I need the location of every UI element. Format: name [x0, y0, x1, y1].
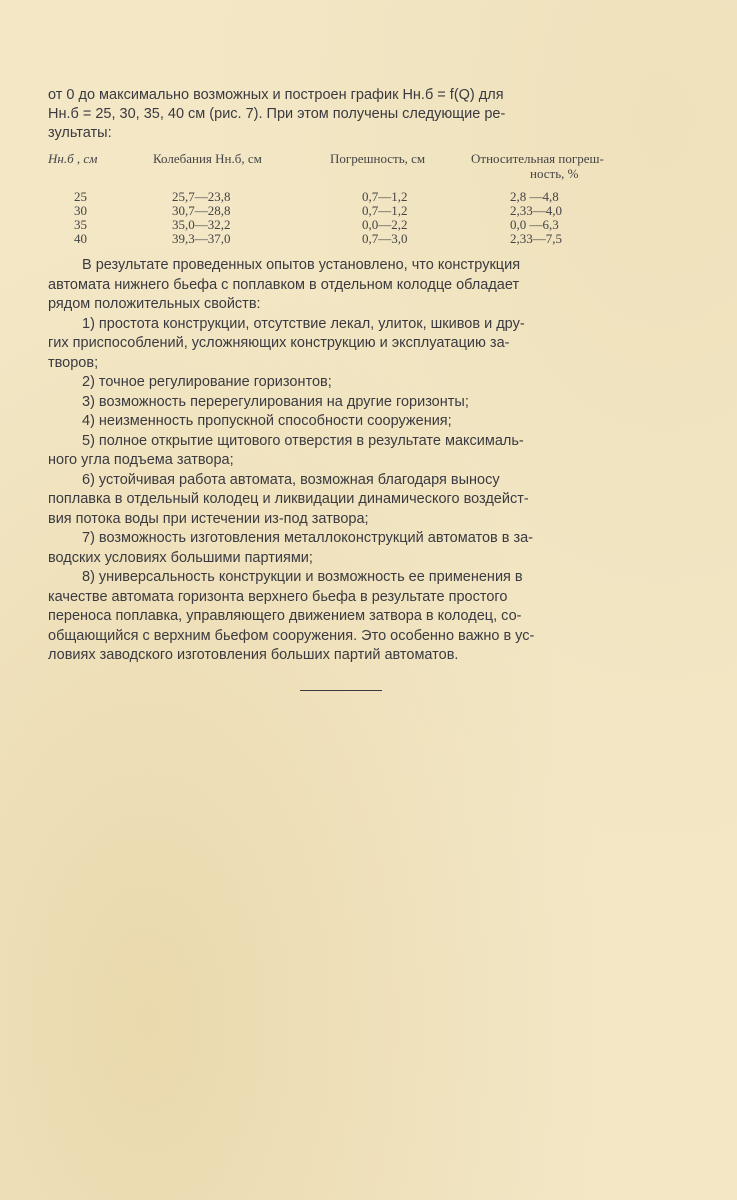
text-line: ловиях заводского изготовления больших партий автоматов.: [48, 647, 459, 663]
table-cell: 0,0 —6,3: [510, 217, 559, 232]
text-line: гих приспособлений, усложняющих конструкцию и эксплуатацию за-: [48, 335, 510, 351]
table-cell: 30: [74, 203, 87, 218]
intro-line-2: Hн.б = 25, 30, 35, 40 см (рис. 7). При этом получены следующие ре-: [48, 106, 506, 122]
table-cell: 35,0—32,2: [172, 217, 231, 232]
intro-paragraph: [48, 86, 638, 143]
intro-line-3: зультаты:: [48, 125, 112, 141]
table-cell: 2,33—7,5: [510, 231, 562, 246]
table-cell: 30,7—28,8: [172, 203, 231, 218]
text-line: ного угла подъема затвора;: [48, 452, 234, 468]
table-cell: 0,7—1,2: [362, 189, 408, 204]
section-end-rule: [300, 690, 382, 691]
table-header-level: Hн.б , см: [48, 151, 98, 166]
text-line: 6) устойчивая работа автомата, возможная благодаря выносу: [82, 471, 500, 488]
text-line: В результате проведенных опытов установлено, что конструкция: [82, 257, 521, 273]
table-header-relative-error: Относительная погреш-: [471, 151, 604, 166]
table-cell: 35: [74, 217, 87, 232]
table-cell: 2,33—4,0: [510, 203, 562, 218]
table-cell: 2,8 —4,8: [510, 189, 559, 204]
text-line: 4) неизменность пропускной способности сооружения;: [82, 413, 452, 429]
table-header-error: Погрешность, см: [330, 151, 426, 166]
text-line: 2) точное регулирование горизонтов;: [82, 374, 332, 390]
text-line: качестве автомата горизонта верхнего бьефа в результате простого: [48, 588, 508, 605]
text-line: рядом положительных свойств:: [48, 296, 261, 312]
table-cell: 0,7—1,2: [362, 203, 408, 218]
table-header-fluctuation: Колебания Hн.б, см: [153, 151, 262, 166]
text-line: 7) возможность изготовления металлоконструкций автоматов в за-: [82, 530, 534, 546]
table-cell: 0,7—3,0: [362, 231, 408, 246]
table-cell: 39,3—37,0: [172, 231, 231, 246]
table-header-relative-error-cont: ность, %: [530, 166, 579, 181]
table-row: [48, 232, 648, 246]
table-row: [48, 204, 648, 218]
text-line: поплавка в отдельный колодец и ликвидации динамического воздейст-: [48, 491, 529, 507]
text-line: 3) возможность перерегулирования на другие горизонты;: [82, 393, 469, 410]
text-line: 8) универсальность конструкции и возможность ее применения в: [82, 569, 523, 585]
text-line: переноса поплавка, управляющего движением затвора в колодец, со-: [48, 608, 522, 624]
text-line: 1) простота конструкции, отсутствие лекал, улиток, шкивов и дру-: [82, 315, 525, 332]
intro-line-1: от 0 до максимально возможных и построен график Hн.б = f(Q) для: [48, 87, 504, 103]
table-cell: 25,7—23,8: [172, 189, 231, 204]
table-cell: 25: [74, 189, 87, 204]
table-row: [48, 218, 648, 232]
text-line: творов;: [48, 354, 99, 371]
text-line: 5) полное открытие щитового отверстия в результате максималь-: [82, 432, 524, 449]
table-cell: 40: [74, 231, 87, 246]
conclusions-text: [48, 256, 638, 666]
table-cell: 0,0—2,2: [362, 217, 408, 232]
text-line: водских условиях большими партиями;: [48, 549, 313, 566]
table-row: [48, 190, 648, 204]
text-line: вия потока воды при истечении из-под затвора;: [48, 510, 369, 527]
text-line: автомата нижнего бьефа с поплавком в отдельном колодце обладает: [48, 276, 520, 293]
text-line: общающийся с верхним бьефом сооружения. Это особенно важно в ус-: [48, 627, 535, 644]
